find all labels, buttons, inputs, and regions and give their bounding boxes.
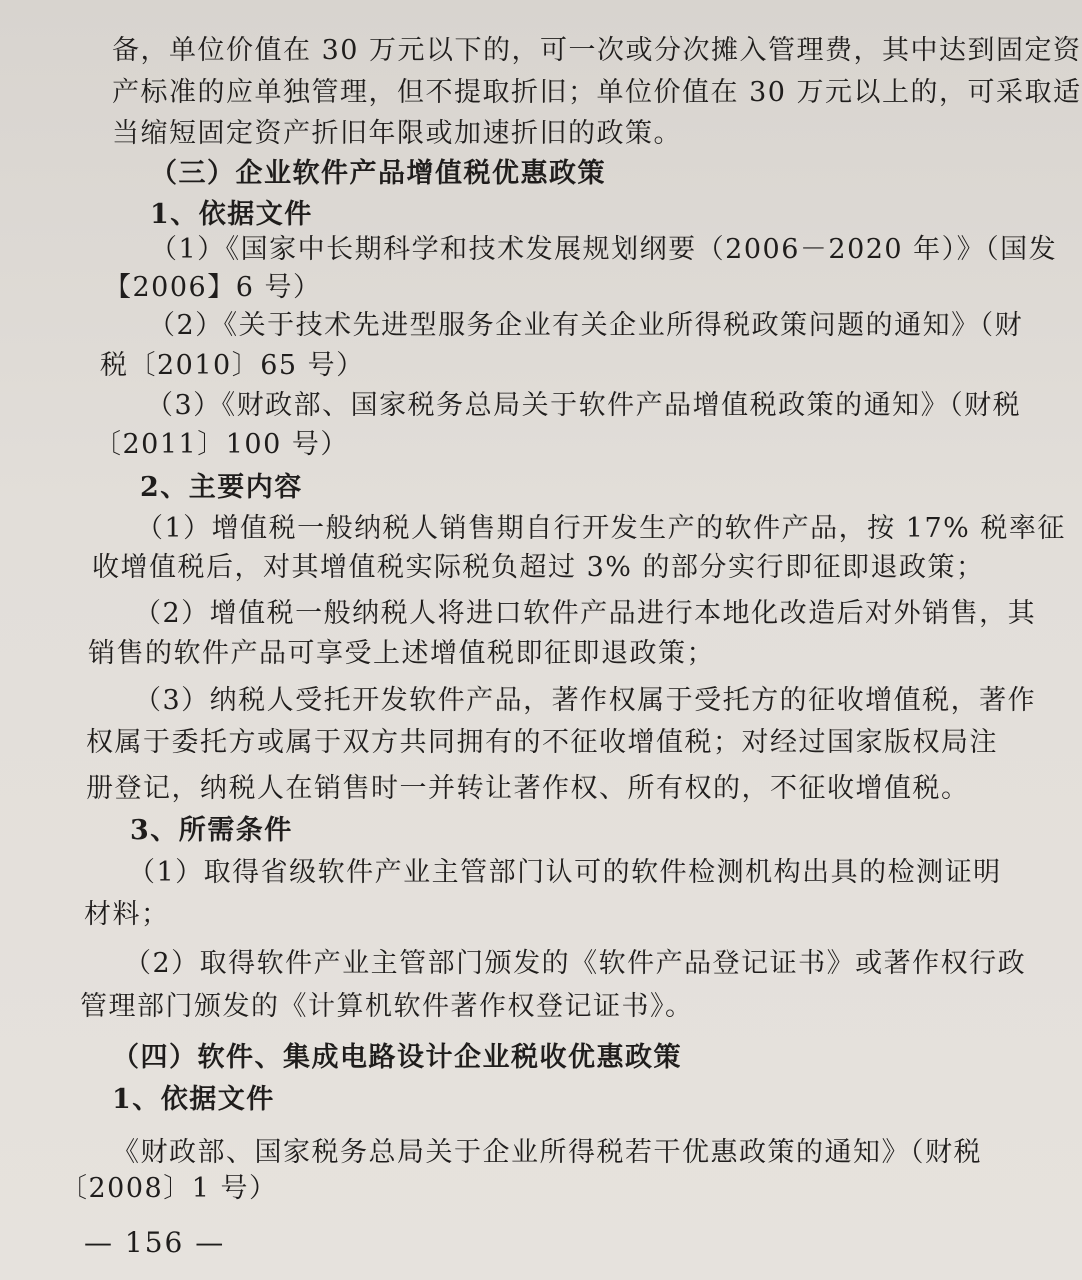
text-line: 税〔2010〕65 号） <box>100 350 365 381</box>
text-line: 〔2008〕1 号） <box>60 1173 278 1204</box>
subsection-heading: 1、依据文件 <box>150 199 313 230</box>
text-line: 产标准的应单独管理，但不提取折旧；单位价值在 30 万元以上的，可采取适 <box>112 77 1082 108</box>
text-line: 销售的软件产品可享受上述增值税即征即退政策； <box>88 638 715 669</box>
text-line: 【2006】6 号） <box>104 272 322 303</box>
subsection-heading: 3、所需条件 <box>130 815 293 846</box>
text-line: 备，单位价值在 30 万元以下的，可一次或分次摊入管理费，其中达到固定资 <box>112 35 1082 66</box>
text-line: （1）增值税一般纳税人销售期自行开发生产的软件产品，按 17% 税率征 <box>136 513 1066 544</box>
text-line: （3）《财政部、国家税务总局关于软件产品增值税政策的通知》（财税 <box>146 390 1022 421</box>
text-line: （2）增值税一般纳税人将进口软件产品进行本地化改造后对外销售，其 <box>134 598 1037 629</box>
text-line: （2）《关于技术先进型服务企业有关企业所得税政策问题的通知》（财 <box>148 310 1024 341</box>
page-number: — 156 — <box>84 1226 226 1259</box>
text-line: （2）取得软件产业主管部门颁发的《软件产品登记证书》或著作权行政 <box>124 948 1027 979</box>
text-line: 当缩短固定资产折旧年限或加速折旧的政策。 <box>112 118 682 149</box>
text-line: 权属于委托方或属于双方共同拥有的不征收增值税；对经过国家版权局注 <box>86 727 998 758</box>
text-line: 〔2011〕100 号） <box>94 429 349 460</box>
text-line: 管理部门颁发的《计算机软件著作权登记证书》。 <box>80 991 694 1022</box>
text-line: 收增值税后，对其增值税实际税负超过 3% 的部分实行即征即退政策； <box>92 552 985 583</box>
text-line: 册登记，纳税人在销售时一并转让著作权、所有权的，不征收增值税。 <box>86 773 970 804</box>
section-heading: （四）软件、集成电路设计企业税收优惠政策 <box>112 1042 682 1073</box>
section-heading: （三）企业软件产品增值税优惠政策 <box>150 158 606 189</box>
subsection-heading: 1、依据文件 <box>112 1084 275 1115</box>
text-line: 《财政部、国家税务总局关于企业所得税若干优惠政策的通知》（财税 <box>112 1137 982 1168</box>
text-line: 材料； <box>84 899 170 930</box>
text-line: （3）纳税人受托开发软件产品，著作权属于受托方的征收增值税，著作 <box>134 685 1037 716</box>
text-line: （1）取得省级软件产业主管部门认可的软件检测机构出具的检测证明 <box>128 857 1002 888</box>
subsection-heading: 2、主要内容 <box>140 472 303 503</box>
text-line: （1）《国家中长期科学和技术发展规划纲要（2006－2020 年）》（国发 <box>150 234 1058 265</box>
